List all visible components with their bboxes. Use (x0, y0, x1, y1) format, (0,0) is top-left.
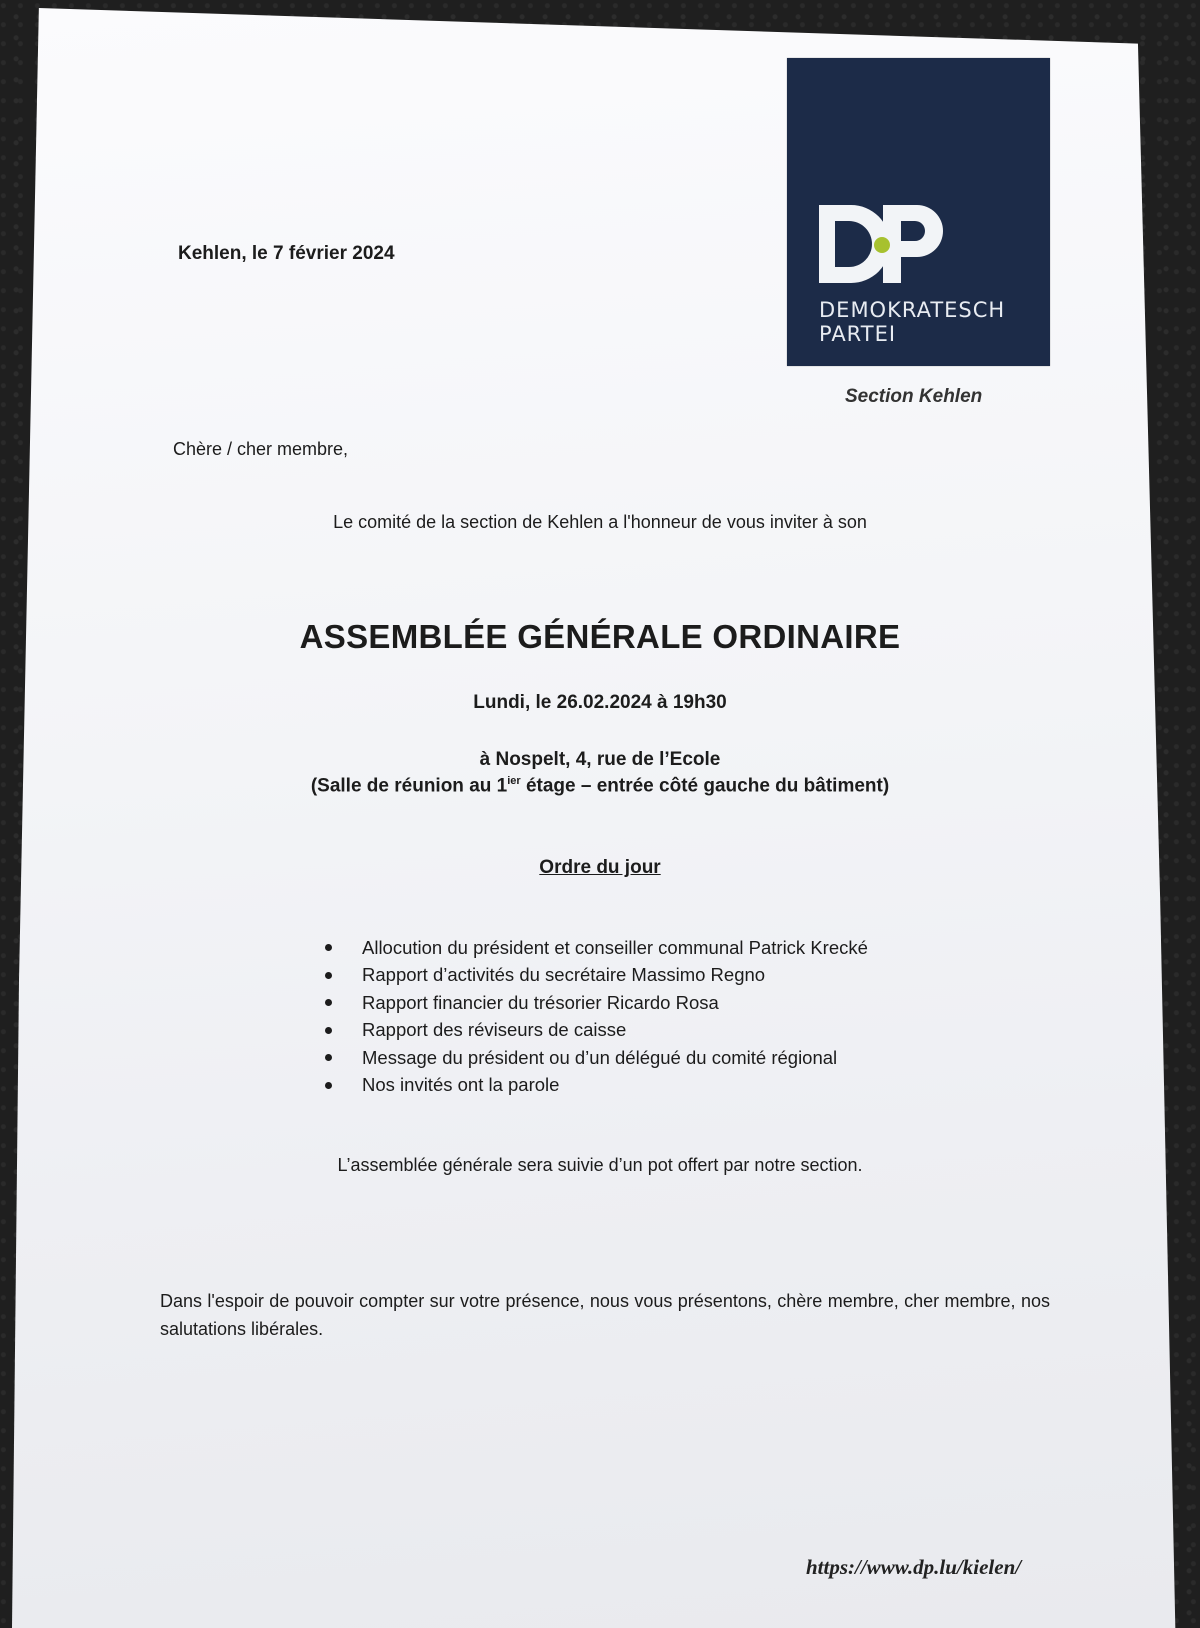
dp-monogram-icon (817, 203, 957, 288)
bullet-icon (325, 944, 332, 951)
bullet-icon (325, 999, 332, 1006)
agenda-list (325, 934, 868, 1099)
agenda-item-text: Allocution du président et conseiller communal Patrick Krecké (362, 936, 868, 958)
bullet-icon (325, 972, 332, 979)
agenda-heading: Ordre du jour (539, 857, 661, 878)
closing-paragraph: Dans l'espoir de pouvoir compter sur votre présence, nous vous présentons, chère membre, cher membre, nos salutations libérales. (160, 1291, 1050, 1339)
agenda-item-text: Rapport financier du trésorier Ricardo Rosa (362, 991, 719, 1013)
meeting-datetime: Lundi, le 26.02.2024 à 19h30 (473, 692, 727, 713)
agenda-item (325, 934, 868, 962)
agenda-item (325, 1072, 868, 1100)
meeting-address: à Nospelt, 4, rue de l’Ecole (479, 749, 721, 770)
intro-sentence (0, 512, 1200, 533)
letter-date: Kehlen, le 7 février 2024 (178, 243, 395, 264)
reception-note: L’assemblée générale sera suivie d’un pot offert par notre section. (337, 1155, 863, 1175)
bullet-icon (325, 1054, 332, 1061)
bullet-icon (325, 1082, 332, 1089)
agenda-item (325, 1044, 868, 1072)
dp-party-logo (787, 58, 1050, 366)
agenda-item-text: Rapport d’activités du secrétaire Massimo Regno (362, 964, 766, 986)
footer-url[interactable]: https://www.dp.lu/kielen/ (806, 1555, 1022, 1579)
agenda-item (325, 1017, 868, 1045)
assembly-title: ASSEMBLÉE GÉNÉRALE ORDINAIRE (299, 618, 901, 655)
logo-wordmark-line2: PARTEI (819, 322, 897, 346)
logo-wordmark-line1: DEMOKRATESCH (819, 298, 1006, 322)
agenda-item (325, 962, 868, 990)
salutation: Chère / cher membre, (173, 439, 349, 459)
floor-superscript: ier (507, 775, 521, 787)
meeting-room-before: (Salle de réunion au 1 (310, 775, 508, 797)
section-name: Section Kehlen (845, 386, 983, 407)
intro-text: Le comité de la section de Kehlen a l'honneur de vous inviter à son (333, 512, 867, 532)
agenda-item (325, 989, 868, 1017)
meeting-room-after: étage – entrée côté gauche du bâtiment) (520, 775, 890, 797)
meeting-room (0, 775, 1200, 797)
agenda-item-text: Nos invités ont la parole (362, 1074, 560, 1096)
agenda-item-text: Rapport des réviseurs de caisse (362, 1019, 627, 1041)
bullet-icon (325, 1027, 332, 1034)
agenda-item-text: Message du président ou d’un délégué du comité régional (362, 1046, 838, 1068)
